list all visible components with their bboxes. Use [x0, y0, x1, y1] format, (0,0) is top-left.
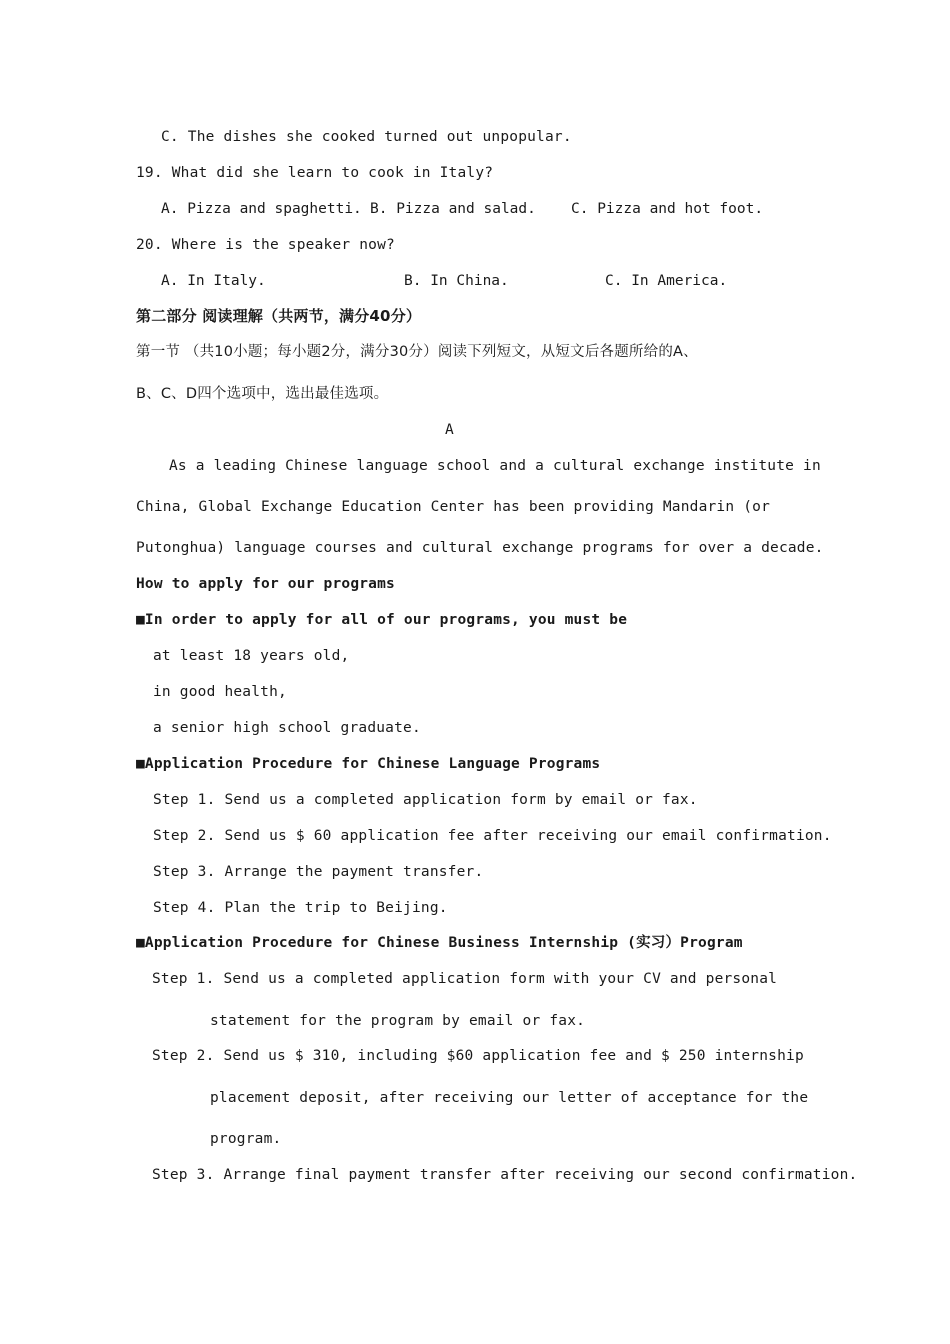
q19-option-b: B. Pizza and salad.	[370, 201, 536, 217]
q18-option-c: C. The dishes she cooked turned out unpopular.	[161, 129, 572, 145]
requirement-item: in good health,	[153, 684, 287, 700]
language-step: Step 1. Send us a completed application form by email or fax.	[153, 792, 698, 808]
internship-step-1-line-2: statement for the program by email or fax.	[210, 1013, 586, 1029]
intro-line-2: China, Global Exchange Education Center has been providing Mandarin (or	[136, 499, 771, 515]
section1-instructions-line2: B、C、D四个选项中，选出最佳选项。	[136, 386, 389, 402]
part2-heading: 第二部分 阅读理解（共两节，满分40分）	[136, 307, 422, 325]
q20-question: 20. Where is the speaker now?	[136, 237, 395, 253]
intro-line-3: Putonghua) language courses and cultural exchange programs for over a decade.	[136, 540, 824, 556]
q19-option-c: C. Pizza and hot foot.	[571, 201, 764, 217]
language-procedure-heading: ■Application Procedure for Chinese Language Programs	[136, 756, 601, 772]
internship-step-1-line-1: Step 1. Send us a completed application form with your CV and personal	[152, 971, 778, 987]
internship-procedure-heading: ■Application Procedure for Chinese Business Internship (实习）Program	[136, 935, 743, 951]
q20-option-b: B. In China.	[404, 273, 509, 289]
section1-instructions-line1: 第一节 （共10小题；每小题2分，满分30分）阅读下列短文，从短文后各题所给的A、	[136, 344, 698, 360]
intro-line-1: As a leading Chinese language school and a cultural exchange institute in	[169, 458, 821, 474]
internship-step-2-line-2: placement deposit, after receiving our letter of acceptance for the	[210, 1090, 809, 1106]
q19-question: 19. What did she learn to cook in Italy?	[136, 165, 494, 181]
requirement-item: a senior high school graduate.	[153, 720, 421, 736]
requirements-heading: ■In order to apply for all of our programs, you must be	[136, 612, 628, 628]
q19-option-a: A. Pizza and spaghetti.	[161, 201, 362, 217]
how-to-apply-heading: How to apply for our programs	[136, 576, 395, 592]
passage-label: A	[445, 422, 454, 438]
q20-option-a: A. In Italy.	[161, 273, 266, 289]
internship-step-2-line-3: program.	[210, 1131, 282, 1147]
q20-option-c: C. In America.	[605, 273, 728, 289]
internship-step-3: Step 3. Arrange final payment transfer after receiving our second confirmation.	[152, 1167, 858, 1183]
language-step: Step 3. Arrange the payment transfer.	[153, 864, 484, 880]
internship-step-2-line-1: Step 2. Send us $ 310, including $60 application fee and $ 250 internship	[152, 1048, 804, 1064]
requirement-item: at least 18 years old,	[153, 648, 350, 664]
language-step: Step 2. Send us $ 60 application fee after receiving our email confirmation.	[153, 828, 832, 844]
language-step: Step 4. Plan the trip to Beijing.	[153, 900, 448, 916]
